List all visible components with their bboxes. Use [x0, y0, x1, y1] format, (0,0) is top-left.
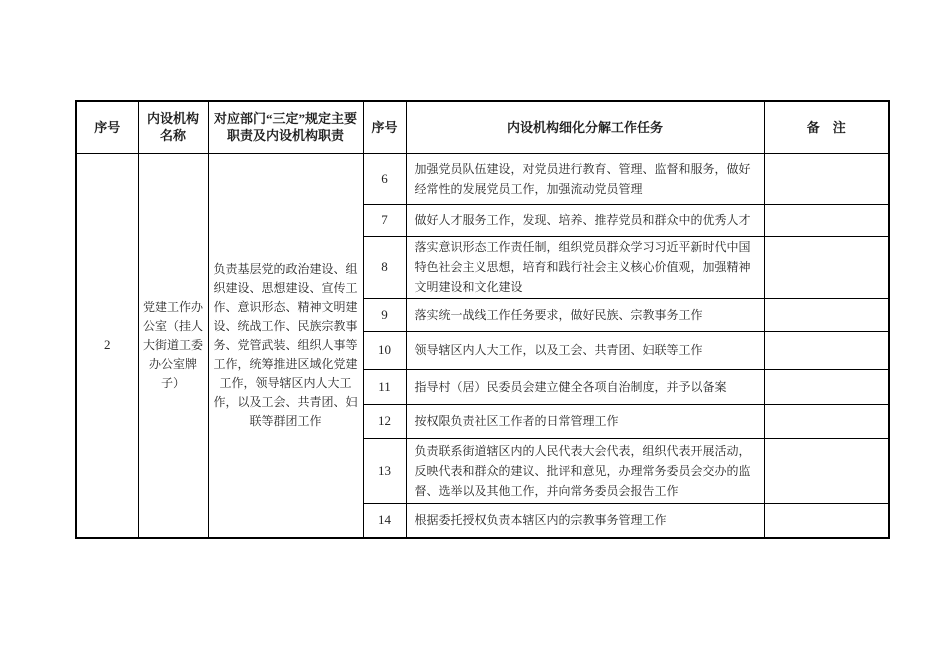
task-number-cell: 10 — [363, 331, 406, 369]
remark-cell — [764, 369, 889, 404]
header-cell-index-left: 序号 — [76, 101, 138, 153]
task-number-cell: 11 — [363, 369, 406, 404]
task-number-cell: 14 — [363, 503, 406, 538]
remark-cell — [764, 204, 889, 236]
remark-cell — [764, 331, 889, 369]
task-number-cell: 13 — [363, 438, 406, 503]
header-cell-remark: 备 注 — [764, 101, 889, 153]
header-cell-duties: 对应部门“三定”规定主要职责及内设机构职责 — [208, 101, 363, 153]
remark-cell — [764, 236, 889, 298]
task-text-cell: 加强党员队伍建设，对党员进行教育、管理、监督和服务，做好经常性的发展党员工作，加强流动党员管理 — [406, 153, 764, 204]
task-text-cell: 根据委托授权负责本辖区内的宗教事务管理工作 — [406, 503, 764, 538]
table-container — [75, 100, 888, 539]
group-index-cell: 2 — [76, 153, 138, 538]
task-text-cell: 按权限负责社区工作者的日常管理工作 — [406, 404, 764, 438]
remark-cell — [764, 153, 889, 204]
task-text-cell: 落实统一战线工作任务要求，做好民族、宗教事务工作 — [406, 298, 764, 331]
task-number-cell: 9 — [363, 298, 406, 331]
task-text-cell: 落实意识形态工作责任制，组织党员群众学习习近平新时代中国特色社会主义思想，培育和践行社会主义核心价值观，加强精神文明建设和文化建设 — [406, 236, 764, 298]
org-task-table — [75, 100, 890, 539]
task-row — [76, 153, 889, 204]
remark-cell — [764, 298, 889, 331]
task-text-cell: 做好人才服务工作，发现、培养、推荐党员和群众中的优秀人才 — [406, 204, 764, 236]
remark-cell — [764, 404, 889, 438]
task-number-cell: 7 — [363, 204, 406, 236]
remark-cell — [764, 438, 889, 503]
header-cell-org-name: 内设机构名称 — [138, 101, 208, 153]
task-text-cell: 领导辖区内人大工作，以及工会、共青团、妇联等工作 — [406, 331, 764, 369]
remark-cell — [764, 503, 889, 538]
group-duties-cell: 负责基层党的政治建设、组织建设、思想建设、宣传工作、意识形态、精神文明建设、统战工作、民族宗教事务、党管武装、组织人事等工作，统筹推进区域化党建工作，领导辖区内人大工作，以及工会、共青团、妇联等群团工作 — [208, 153, 363, 538]
group-name-cell: 党建工作办公室（挂人大街道工委办公室牌子） — [138, 153, 208, 538]
task-number-cell: 8 — [363, 236, 406, 298]
task-text-cell: 指导村（居）民委员会建立健全各项自治制度，并予以备案 — [406, 369, 764, 404]
task-number-cell: 12 — [363, 404, 406, 438]
header-cell-tasks: 内设机构细化分解工作任务 — [406, 101, 764, 153]
task-text-cell: 负责联系街道辖区内的人民代表大会代表，组织代表开展活动，反映代表和群众的建议、批评和意见，办理常务委员会交办的监督、选举以及其他工作，并向常务委员会报告工作 — [406, 438, 764, 503]
header-cell-index-right: 序号 — [363, 101, 406, 153]
header-row — [76, 101, 889, 153]
task-number-cell: 6 — [363, 153, 406, 204]
